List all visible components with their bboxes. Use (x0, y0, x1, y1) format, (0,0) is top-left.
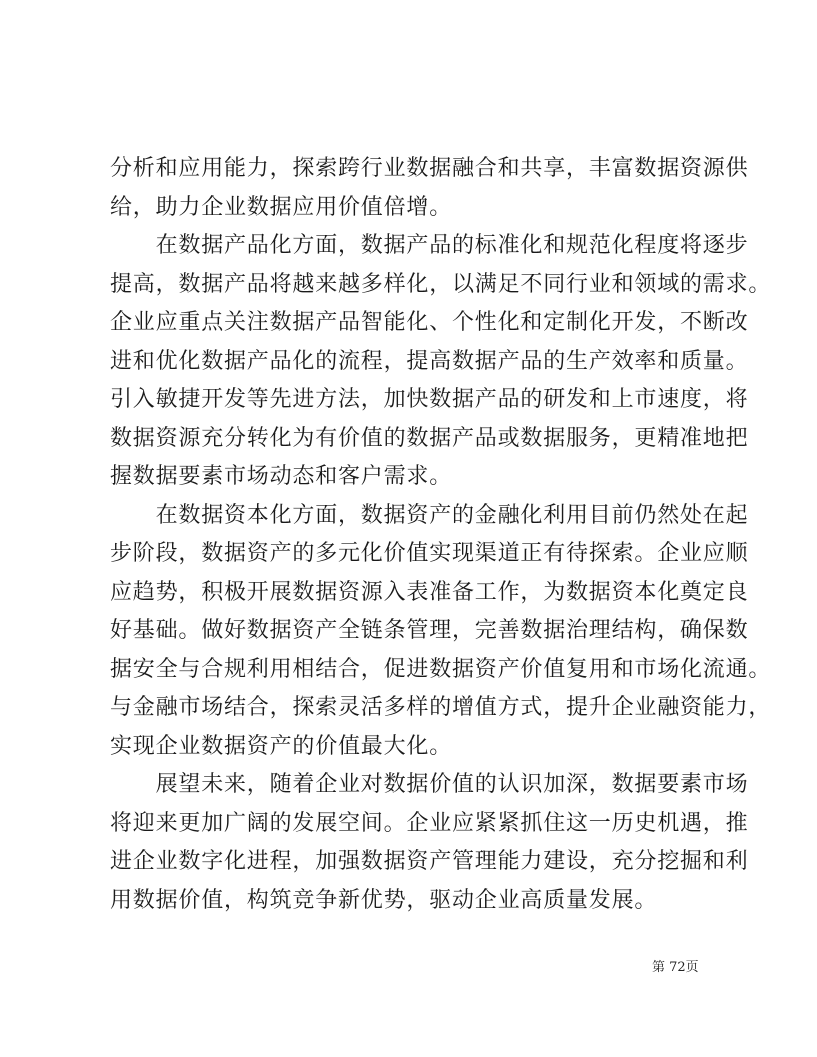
text-line: 与金融市场结合，探索灵活多样的增值方式，提升企业融资能力， (110, 695, 772, 720)
text-line: 提高，数据产品将越来越多样化，以满足不同行业和领域的需求。 (110, 271, 772, 297)
text-line: 在数据资本化方面，数据资产的金融化利用目前仍然处在起 (110, 502, 749, 528)
text-line: 企业应重点关注数据产品智能化、个性化和定制化开发，不断改 (110, 310, 749, 335)
text-line: 步阶段，数据资产的多元化价值实现渠道正有待探索。企业应顺 (110, 541, 749, 566)
text-line: 进企业数字化进程，加强数据资产管理能力建设，充分挖掘和利 (110, 849, 749, 874)
text-line: 给，助力企业数据应用价值倍增。 (110, 194, 453, 220)
text-line: 实现企业数据资产的价值最大化。 (110, 733, 453, 759)
body-text (110, 150, 772, 920)
text-line: 数据资源充分转化为有价值的数据产品或数据服务，更精准地把 (110, 425, 749, 451)
text-line: 据安全与合规利用相结合，促进数据资产价值复用和市场化流通。 (110, 656, 772, 682)
text-line: 进和优化数据产品化的流程，提高数据产品的生产效率和质量。 (110, 348, 749, 374)
text-line: 用数据价值，构筑竞争新优势，驱动企业高质量发展。 (110, 887, 658, 913)
text-line: 握数据要素市场动态和客户需求。 (110, 464, 453, 489)
text-line: 引入敏捷开发等先进方法，加快数据产品的研发和上市速度，将 (110, 387, 749, 412)
text-line: 将迎来更加广阔的发展空间。企业应紧紧抓住这一历史机遇，推 (110, 810, 749, 836)
page-number: 第 72页 (652, 960, 699, 975)
text-line: 应趋势，积极开展数据资源入表准备工作，为数据资本化奠定良 (110, 579, 749, 605)
text-line: 好基础。做好数据资产全链条管理，完善数据治理结构，确保数 (110, 618, 749, 643)
text-line: 展望未来，随着企业对数据价值的认识加深，数据要素市场 (110, 772, 749, 797)
text-line: 在数据产品化方面，数据产品的标准化和规范化程度将逐步 (110, 233, 749, 258)
text-line: 分析和应用能力，探索跨行业数据融合和共享，丰富数据资源供 (110, 156, 749, 181)
